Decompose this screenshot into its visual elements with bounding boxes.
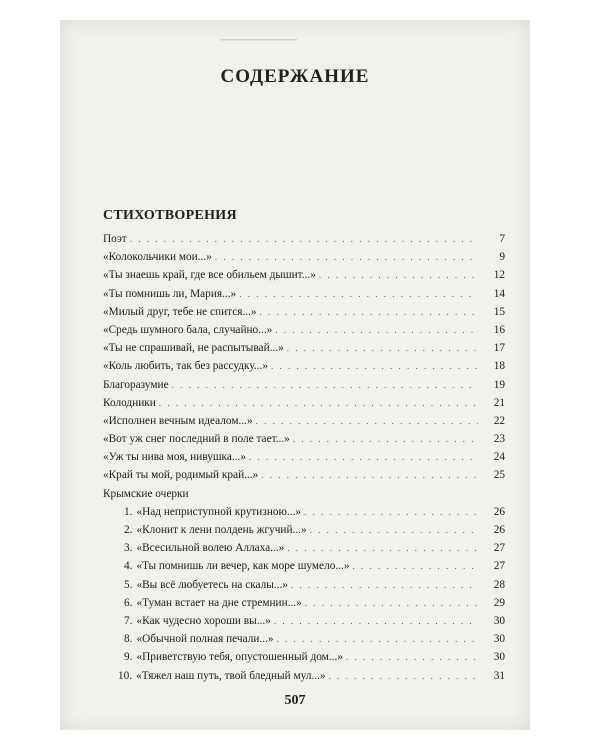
entry-number: 10. [118,669,133,682]
toc-page: 14 [493,287,505,300]
toc-page: 17 [493,342,505,355]
toc-subentry [103,521,505,539]
leader-dots [287,539,478,557]
entry-number: 3. [124,542,133,555]
toc-page: 15 [493,305,505,318]
toc-subentry [103,630,505,648]
leader-dots [291,576,478,594]
toc-entry [103,448,505,466]
toc-title: «Ты помнишь ли вечер, как море шумело...» [136,560,350,573]
toc-entry [103,430,505,448]
toc-page: 29 [493,596,505,609]
leader-dots [305,594,478,612]
page-title: СОДЕРЖАНИЕ [220,66,370,87]
leader-dots [293,430,478,448]
leader-dots [277,630,478,648]
toc-title: «Край ты мой, родимый край...» [103,469,259,482]
toc-title: «Ты помнишь ли, Мария...» [103,287,237,300]
toc-entry [103,339,505,357]
leader-dots [287,339,478,357]
toc-title: «Туман встает на дне стремнин...» [136,596,302,609]
toc-subentry [103,667,505,685]
toc-subentry [103,648,505,666]
toc-title: «Средь шумного бала, случайно...» [103,323,273,336]
leader-dots [352,557,478,575]
leader-dots [256,412,478,430]
toc-title: Поэт [103,233,127,245]
toc-page: 24 [493,451,505,464]
toc-title: «Клонит к лени полдень жгучий...» [136,524,307,536]
toc-title: «Обычной полная печали...» [136,633,274,646]
section-heading: СТИХОТВОРЕНИЯ [103,208,237,223]
toc-title: «Исполнен вечным идеалом...» [103,414,253,427]
entry-number: 5. [124,578,133,591]
toc-subentry [103,612,505,630]
toc-title: «Приветствую тебя, опустошенный дом...» [136,651,343,664]
toc-page: 30 [493,651,505,664]
toc-page: 18 [493,360,505,373]
toc-subentry [103,503,505,521]
toc-title: «Тяжел наш путь, твой бледный мул...» [136,669,326,682]
entry-number: 2. [124,524,133,536]
leader-dots [260,303,478,321]
toc-entry [103,285,505,303]
entry-number: 9. [124,651,133,664]
toc-entry [103,321,505,339]
toc-title: «Всесильной волею Аллаха...» [136,542,285,555]
toc-entry [103,376,505,394]
toc-entry [103,303,505,321]
toc-entry [103,230,505,248]
toc-group-heading [103,485,505,503]
toc-subentry [103,539,505,557]
toc-page: 23 [493,433,505,446]
toc-title: Благоразумие [103,378,169,391]
toc-title: «Уж ты нива моя, нивушка...» [103,451,247,464]
toc-page: 27 [493,542,505,555]
toc-title: Колодники [103,396,156,409]
toc-title: «Как чудесно хороши вы...» [136,614,271,627]
leader-dots [329,667,478,685]
entry-number: 1. [124,505,133,518]
toc-page: 16 [493,323,505,336]
toc-title: «Ты не спрашивай, не распытывай...» [103,342,284,355]
page-number: 507 [284,693,306,708]
toc-page: 19 [493,378,505,391]
leader-dots [215,248,478,266]
leader-dots [275,321,478,339]
toc-page: 26 [493,505,505,518]
table-of-contents [103,230,505,685]
entry-number: 4. [124,560,133,573]
toc-subentry [103,576,505,594]
leader-dots [346,648,478,666]
entry-number: 6. [124,596,133,609]
entry-number: 8. [124,633,133,646]
toc-page: 27 [493,560,505,573]
leader-dots [274,612,478,630]
leader-dots [310,521,478,539]
leader-dots [304,503,478,521]
toc-title: «Вы всё любуетесь на скалы...» [136,578,289,591]
toc-title: «Ты знаешь край, где все обильем дышит...» [103,269,316,282]
toc-page: 30 [493,614,505,627]
leader-dots [271,357,478,375]
toc-page: 31 [493,669,505,682]
toc-subentry [103,557,505,575]
toc-entry [103,394,505,412]
show-through-texture: ▁▁▁▁▁▁▁▁▁▁ [220,30,297,41]
toc-page: 30 [493,633,505,646]
toc-page: 28 [493,578,505,591]
toc-page: 12 [493,269,505,282]
toc-page: 26 [493,524,505,536]
toc-entry [103,466,505,484]
toc-subentry [103,594,505,612]
leader-dots [261,466,478,484]
group-title: Крымские очерки [103,487,189,500]
toc-page: 25 [493,469,505,482]
leader-dots [130,230,478,248]
toc-page: 7 [499,233,505,245]
leader-dots [319,266,478,284]
toc-title: «Колокольчики мои...» [103,251,212,264]
toc-title: «Вот уж снег последний в поле тает...» [103,433,290,446]
book-page [60,20,530,730]
toc-title: «Над неприступной крутизною...» [136,505,302,518]
toc-page: 9 [499,251,505,264]
toc-entry [103,357,505,375]
leader-dots [239,285,478,303]
toc-page: 22 [493,414,505,427]
toc-entry [103,266,505,284]
toc-entry [103,248,505,266]
toc-page: 21 [493,396,505,409]
leader-dots [172,376,478,394]
leader-dots [249,448,478,466]
toc-title: «Коль любить, так без рассудку...» [103,360,268,373]
toc-title: «Милый друг, тебе не спится...» [103,305,257,318]
toc-entry [103,412,505,430]
leader-dots [159,394,478,412]
entry-number: 7. [124,614,133,627]
